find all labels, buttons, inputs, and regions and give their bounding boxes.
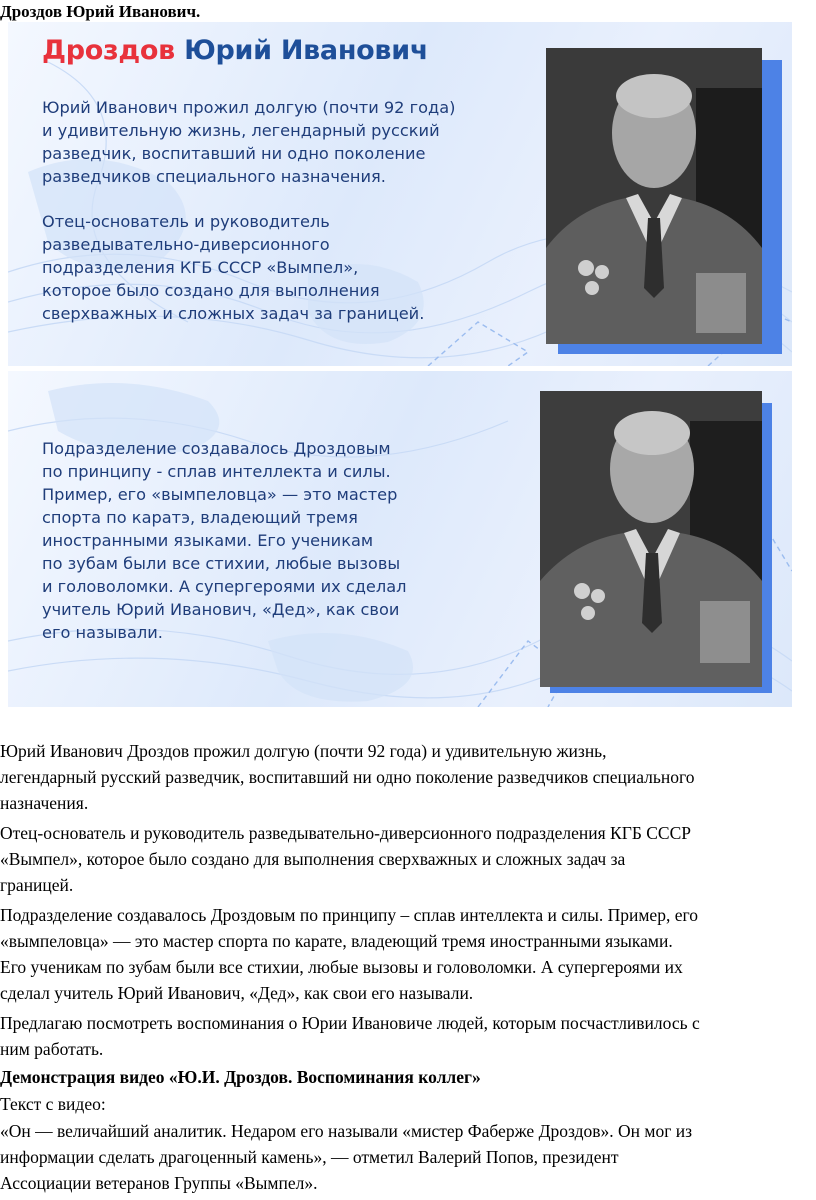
slide-line: разведчик, воспитавший ни одно поколение — [42, 144, 426, 163]
slide-line: по принципу - сплав интеллекта и силы. — [42, 462, 391, 481]
slide-line: спорта по каратэ, владеющий тремя — [42, 508, 358, 527]
text-line: Ассоциации ветеранов Группы «Вымпел». — [0, 1173, 318, 1193]
video-quote — [0, 1118, 816, 1196]
text-line: Юрий Иванович Дроздов прожил долгую (почти 92 года) и удивительную жизнь, — [0, 741, 607, 761]
slide-line: которое было создано для выполнения — [42, 281, 380, 300]
portrait-image — [540, 391, 762, 687]
body-paragraph-2 — [0, 820, 816, 898]
portrait-photo-1 — [546, 48, 762, 344]
text-line: Его ученикам по зубам были все стихии, любые вызовы и головоломки. А супергероями их — [0, 957, 683, 977]
document-heading: Дроздов Юрий Иванович. — [0, 2, 201, 21]
slide-2 — [8, 371, 792, 707]
text-line: ним работать. — [0, 1039, 104, 1059]
body-paragraph-3 — [0, 902, 816, 1006]
slide-title-surname: Дроздов — [42, 35, 175, 66]
body-paragraph-1 — [0, 738, 816, 816]
slide-1 — [8, 22, 792, 366]
video-heading: Демонстрация видео «Ю.И. Дроздов. Воспоминания коллег» — [0, 1067, 481, 1087]
slide-1-paragraph-2 — [42, 210, 512, 325]
text-line: Подразделение создавалось Дроздовым по принципу – сплав интеллекта и силы. Пример, его — [0, 905, 698, 925]
slide-line: по зубам были все стихии, любые вызовы — [42, 554, 401, 573]
slide-line: Пример, его «вымпеловца» — это мастер — [42, 485, 398, 504]
slide-line: Подразделение создавалось Дроздовым — [42, 439, 391, 458]
text-line: Предлагаю посмотреть воспоминания о Юрии Ивановиче людей, которым посчастливилось с — [0, 1013, 700, 1033]
slide-line: его называли. — [42, 623, 163, 642]
body-paragraph-4 — [0, 1010, 816, 1062]
slide-line: разведывательно-диверсионного — [42, 235, 330, 254]
portrait-photo-2 — [540, 391, 762, 687]
slide-line: и удивительную жизнь, легендарный русский — [42, 121, 440, 140]
text-line: легендарный русский разведчик, воспитавший ни одно поколение разведчиков специального — [0, 767, 695, 787]
slide-line: и головоломки. А супергероями их сделал — [42, 577, 407, 596]
text-line: назначения. — [0, 793, 89, 813]
text-line: «Он — величайший аналитик. Недаром его называли «мистер Фаберже Дроздов». Он мог из — [0, 1121, 693, 1141]
slide-line: учитель Юрий Иванович, «Дед», как свои — [42, 600, 400, 619]
slide-title-name: Юрий Иванович — [184, 35, 429, 66]
slide-1-paragraph-1 — [42, 96, 512, 188]
slide-line: разведчиков специального назначения. — [42, 167, 386, 186]
text-line: «вымпеловца» — это мастер спорта по карате, владеющий тремя иностранными языками. — [0, 931, 673, 951]
slide-line: Отец-основатель и руководитель — [42, 212, 330, 231]
text-line: Отец-основатель и руководитель разведывательно-диверсионного подразделения КГБ СССР — [0, 823, 692, 843]
slide-line: Юрий Иванович прожил долгую (почти 92 года) — [42, 98, 456, 117]
text-line: сделал учитель Юрий Иванович, «Дед», как свои его называли. — [0, 983, 474, 1003]
slide-line: сверхважных и сложных задач за границей. — [42, 304, 425, 323]
text-line: «Вымпел», которое было создано для выполнения сверхважных и сложных задач за — [0, 849, 626, 869]
portrait-image — [546, 48, 762, 344]
text-line: границей. — [0, 875, 74, 895]
video-label: Текст с видео: — [0, 1094, 106, 1114]
slide-1-title — [42, 34, 428, 68]
slide-2-paragraph — [42, 437, 512, 644]
slide-line: иностранными языками. Его ученикам — [42, 531, 374, 550]
text-line: информации сделать драгоценный камень», — отметил Валерий Попов, президент — [0, 1147, 619, 1167]
slide-line: подразделения КГБ СССР «Вымпел», — [42, 258, 359, 277]
